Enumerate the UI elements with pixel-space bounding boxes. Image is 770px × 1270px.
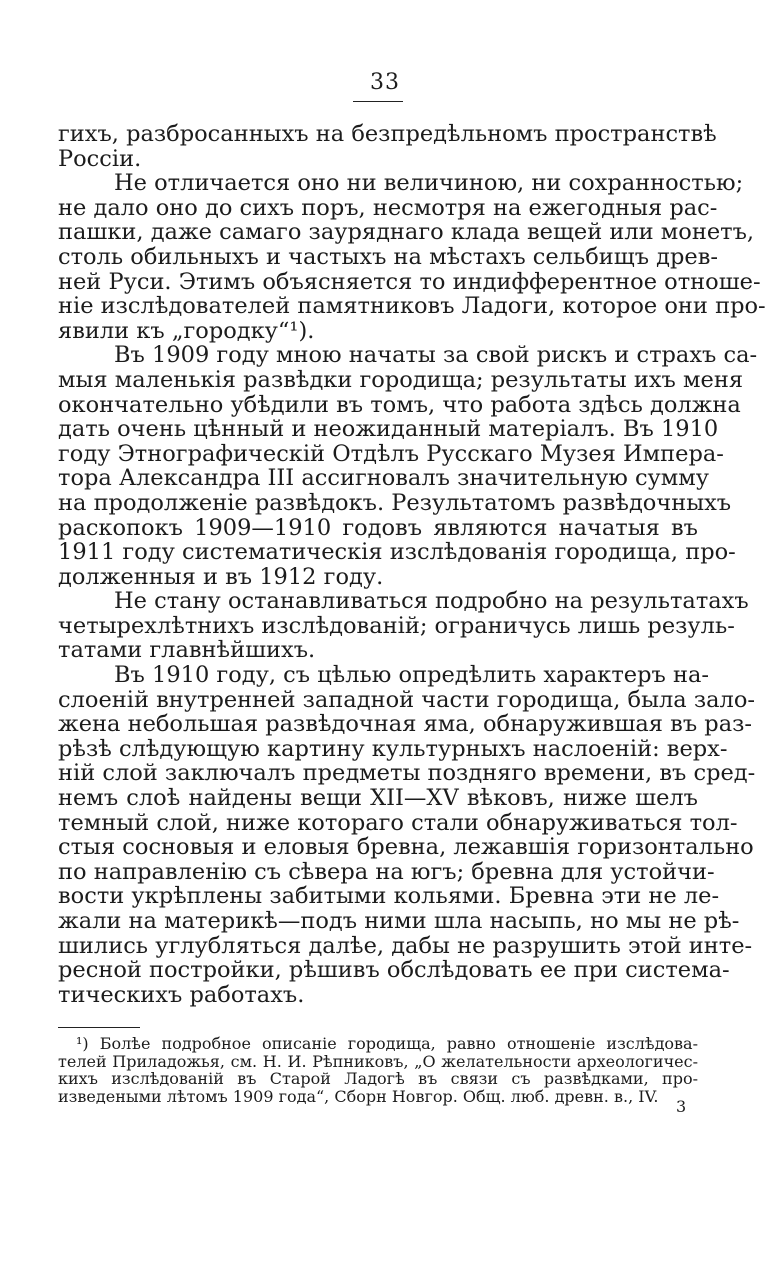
text-line: окончательно убѣдили въ томъ, что работа здѣсь должна — [58, 391, 741, 418]
body-text — [58, 121, 766, 1008]
footnote-line: кихъ изслѣдованій въ Старой Ладогѣ въ связи съ развѣдками, про- — [58, 1069, 698, 1089]
text-line: мыя маленькія развѣдки городища; результаты ихъ меня — [58, 366, 744, 393]
text-line: 1911 году систематическія изслѣдованія городища, про- — [58, 539, 736, 566]
text-line: долженныя и въ 1912 году. — [58, 563, 384, 590]
text-line: ресной постройки, рѣшивъ обслѣдовать ее при система- — [58, 957, 730, 984]
text-line: темный слой, ниже котораго стали обнаруживаться тол- — [58, 809, 738, 836]
text-line: явили къ „городку“¹). — [58, 317, 315, 344]
text-line: Въ 1909 году мною начаты за свой рискъ и страхъ са- — [114, 342, 758, 369]
page-number: 33 — [370, 70, 400, 95]
text-line: на продолженіе развѣдокъ. Результатомъ развѣдочныхъ — [58, 489, 732, 516]
text-line: не дало оно до сихъ поръ, несмотря на ежегодныя рас- — [58, 194, 718, 221]
text-line: пашки, даже самаго зауряднаго клада вещей или монетъ, — [58, 219, 755, 246]
text-line: жали на материкѣ—подъ ними шла насыпь, но мы не рѣ- — [58, 908, 740, 934]
text-line: Россіи. — [58, 145, 142, 172]
text-line: гихъ, разбросанныхъ на безпредѣльномъ пространствѣ — [58, 121, 717, 147]
text-line: Не стану останавливаться подробно на результатахъ — [114, 588, 749, 615]
footnote-line: изведеными лѣтомъ 1909 года“, Сборн Новгор. Общ. люб. древн. в., IV. — [58, 1086, 659, 1106]
text-line: Не отличается оно ни величиною, ни сохранностью; — [114, 170, 744, 197]
text-line: жена небольшая развѣдочная яма, обнаружившая въ раз- — [58, 711, 752, 738]
footnote-line: телей Приладожья, см. Н. И. Рѣпниковъ, „О желательности археологичес- — [58, 1051, 698, 1071]
signature-mark: 3 — [676, 1097, 687, 1116]
text-line: Въ 1910 году, съ цѣлью опредѣлить характеръ на- — [114, 662, 709, 689]
text-line: стыя сосновыя и еловыя бревна, лежавшія горизонтально — [58, 834, 754, 861]
text-line: тора Александра III ассигновалъ значительную сумму — [58, 465, 710, 492]
text-line: рѣзѣ слѣдующую картину культурныхъ наслоеній: верх- — [58, 735, 728, 762]
footnote-separator — [58, 1027, 140, 1028]
text-line: четырехлѣтнихъ изслѣдованій; ограничусь лишь резуль- — [58, 612, 735, 639]
text-line: по направленію съ сѣвера на югъ; бревна для устойчи- — [58, 858, 715, 885]
footnotes — [58, 1035, 698, 1105]
text-line: немъ слоѣ найдены вещи XII—XV вѣковъ, ниже шелъ — [58, 785, 698, 812]
text-line: ніе изслѣдователей памятниковъ Ладоги, которое они про- — [58, 293, 766, 320]
text-line: татами главнѣйшихъ. — [58, 637, 316, 664]
text-line: раскопокъ 1909—1910 годовъ являются начатыя въ — [58, 514, 698, 541]
footnote-line: ¹) Болѣе подробное описаніе городища, равно отношеніе изслѣдова- — [76, 1034, 698, 1053]
text-line: слоеній внутренней западной части городища, была зало- — [58, 686, 755, 713]
text-line: году Этнографическій Отдѣлъ Русскаго Музея Импера- — [58, 440, 724, 467]
text-line: тическихъ работахъ. — [58, 981, 305, 1008]
text-line: ней Руси. Этимъ объясняется то индифферентное отноше- — [58, 268, 761, 295]
text-line: вости укрѣплены забитыми кольями. Бревна эти не ле- — [58, 883, 720, 910]
text-line: шились углубляться далѣе, дабы не разрушить этой инте- — [58, 932, 753, 959]
text-line: ній слой заключалъ предметы поздняго времени, въ сред- — [58, 760, 756, 787]
text-line: дать очень цѣнный и неожиданный матеріалъ. Въ 1910 — [58, 416, 719, 443]
page-number-underline — [353, 101, 403, 102]
text-line: столь обильныхъ и частыхъ на мѣстахъ сельбищъ древ- — [58, 243, 719, 270]
